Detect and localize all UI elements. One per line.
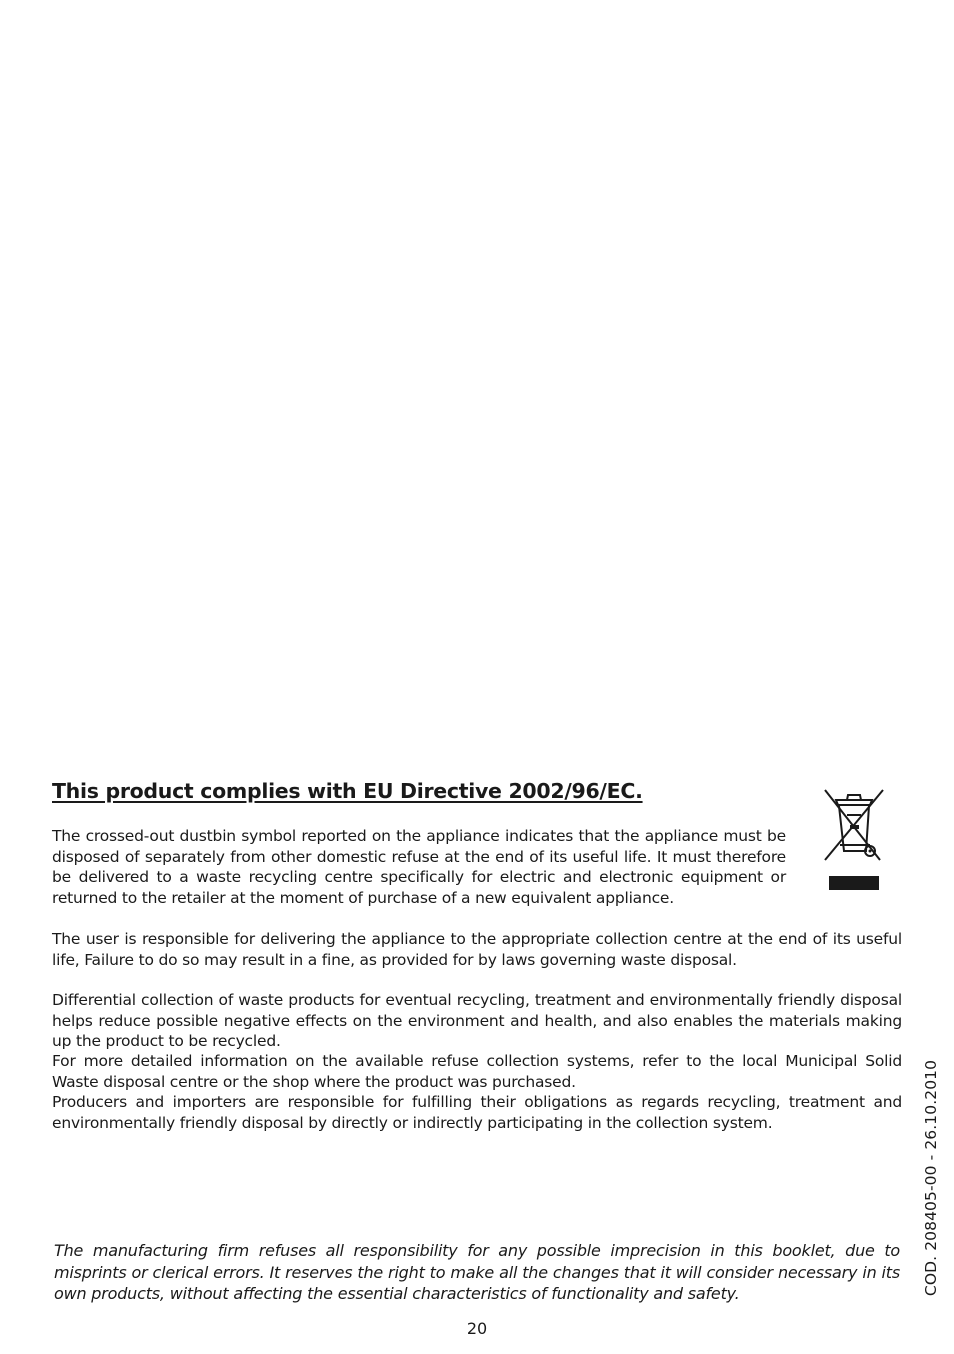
- manufacturer-disclaimer: The manufacturing firm refuses all responsibility for any possible imprecision in this booklet, due to misprints or clerical errors. It reserves the right to make all the changes that it will consider necessary in its own products, without affecting the essential characteristics of functionality and safety.: [54, 1241, 900, 1303]
- disposal-paragraph-more-information: For more detailed information on the available refuse collection systems, refer to the local Municipal Solid Waste disposal centre or the shop where the product was purchased.: [52, 1052, 902, 1091]
- disposal-paragraph-symbol: The crossed-out dustbin symbol reported on the appliance indicates that the appliance must be disposed of separately from other domestic refuse at the end of its useful life. It must therefore be delivered to a waste recycling centre specifically for electric and electronic equipment or returned to the retailer at the moment of purchase of a new equivalent appliance.: [52, 827, 786, 907]
- disposal-paragraph-differential-collection: Differential collection of waste products for eventual recycling, treatment and environmentally friendly disposal helps reduce possible negative effects on the environment and health, and also enables the materials making up the product to be recycled.: [52, 991, 902, 1050]
- disposal-paragraph-user-responsibility: The user is responsible for delivering the appliance to the appropriate collection centre at the end of its useful life, Failure to do so may result in a fine, as provided for by laws governing waste disposal.: [52, 930, 902, 969]
- document-code-container: [920, 1055, 942, 1301]
- disposal-paragraph-producers: Producers and importers are responsible for fulfilling their obligations as regards recycling, treatment and environmentally friendly disposal by directly or indirectly participating in the collection system.: [52, 1093, 902, 1132]
- directive-heading: This product complies with EU Directive 2002/96/EC.: [52, 779, 643, 803]
- crossed-out-wheelie-bin-icon: [820, 785, 888, 897]
- document-code: COD. 208405-00 - 26.10.2010: [922, 1059, 940, 1297]
- page-number: 20: [466, 1319, 488, 1338]
